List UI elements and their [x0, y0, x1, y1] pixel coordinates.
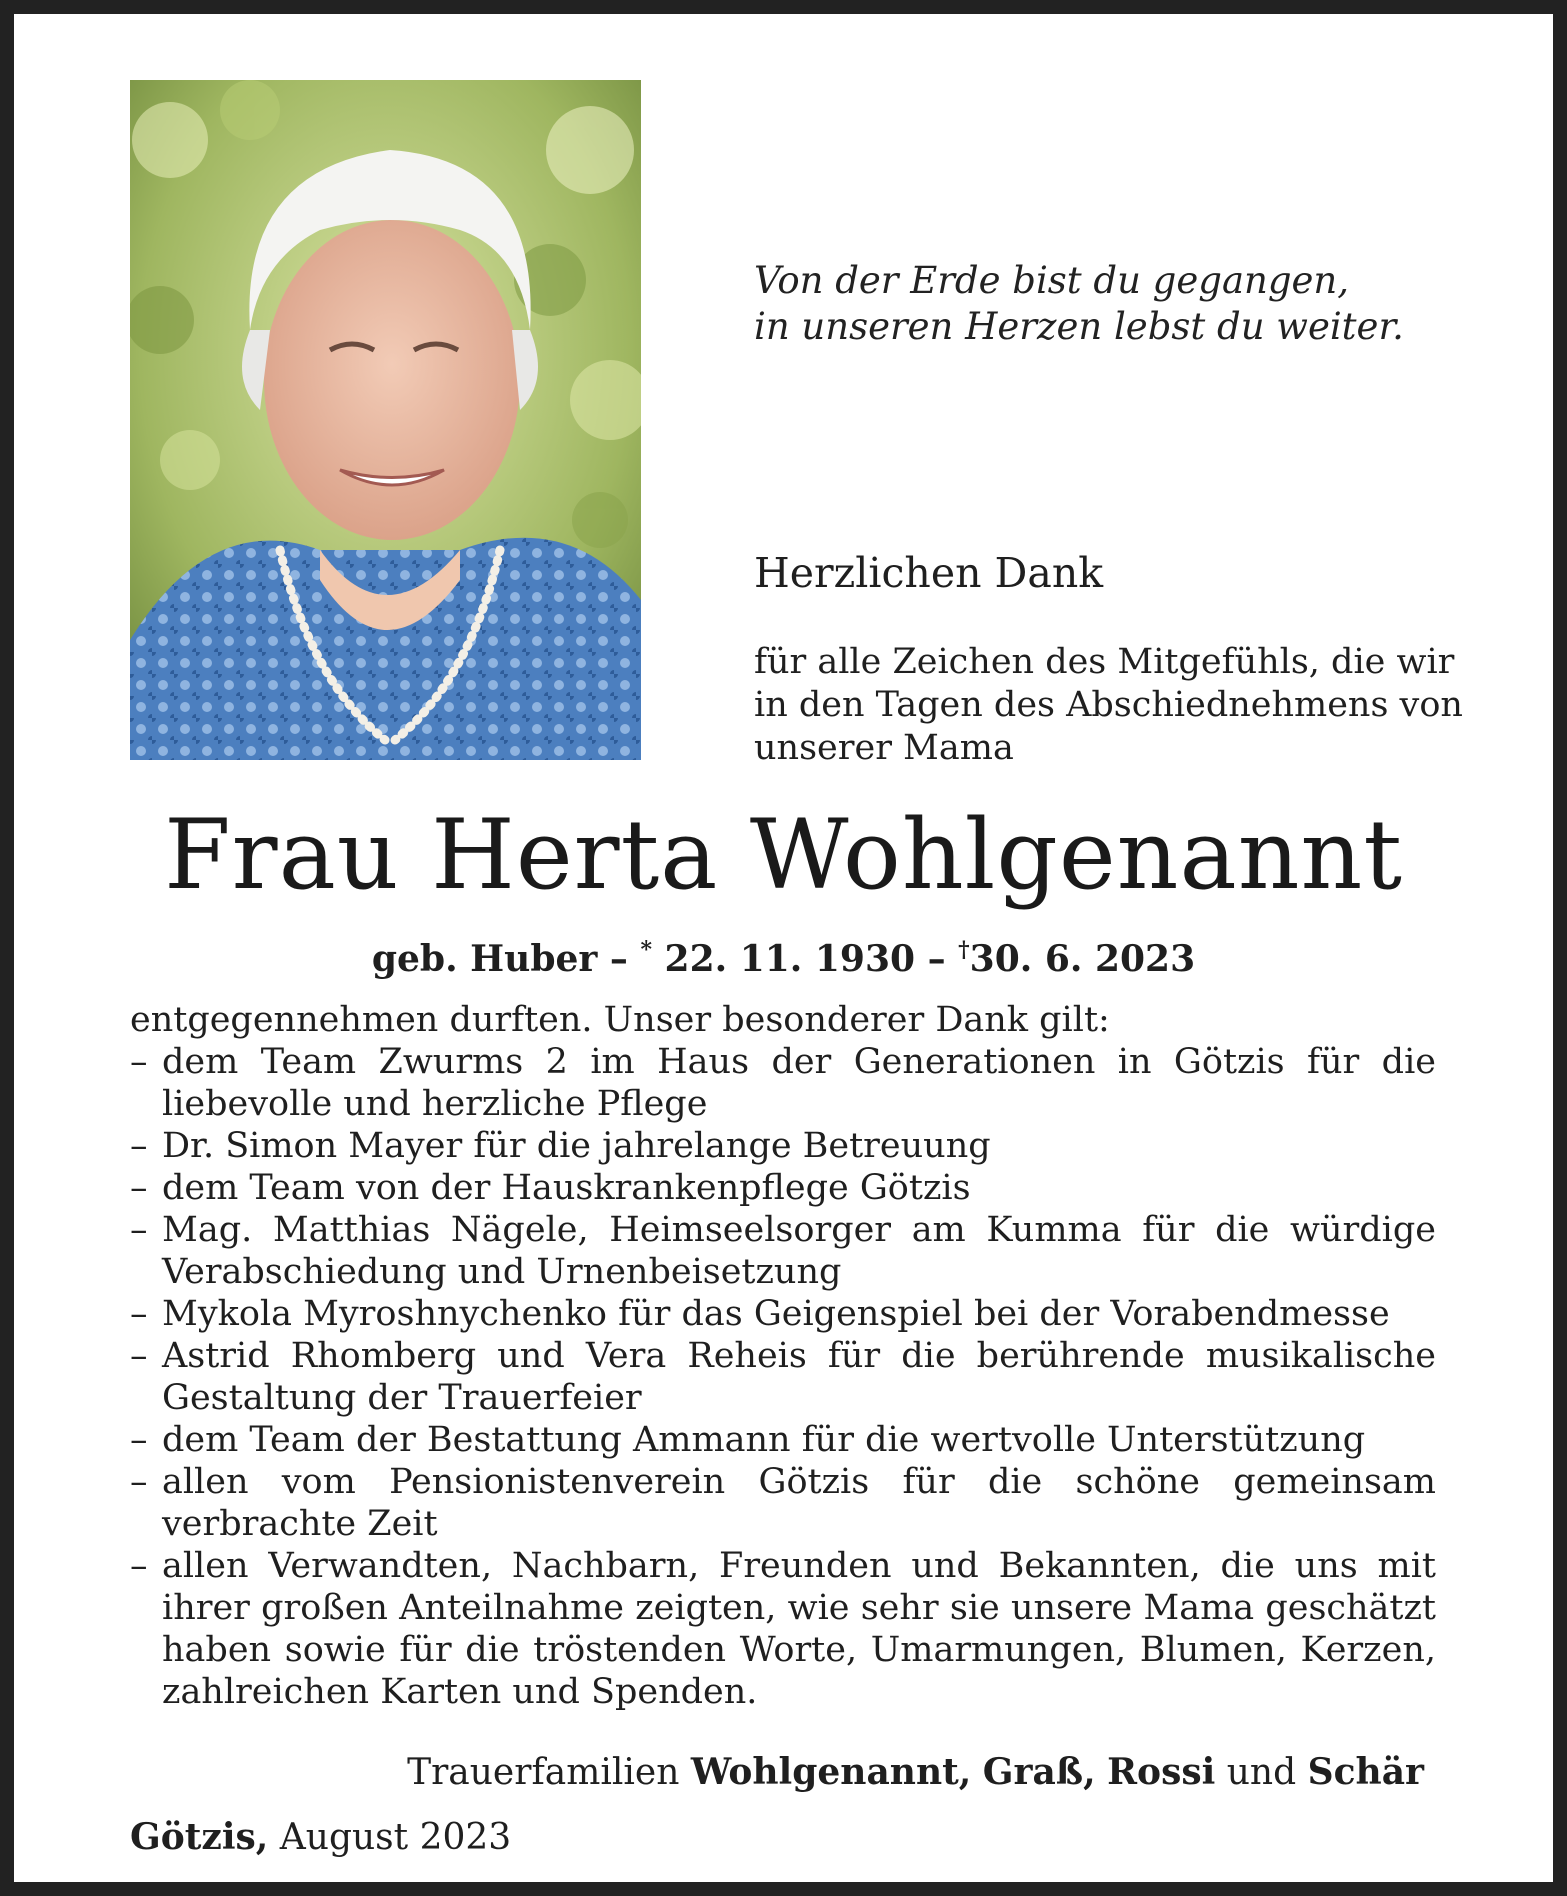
separator: – — [927, 938, 946, 980]
dash: – — [130, 1336, 148, 1376]
list-item — [130, 1041, 1436, 1125]
list-item — [130, 1545, 1436, 1713]
maiden-name: geb. Huber — [371, 938, 598, 980]
thanks-line: in den Tagen des Abschiednehmens von — [754, 685, 1463, 725]
body-lead: entgegennehmen durften. Unser besonderer Dank gilt: — [130, 1000, 1110, 1040]
dash: – — [130, 1168, 148, 1208]
list-item — [130, 1293, 1436, 1335]
dash: – — [130, 1126, 148, 1166]
list-item — [130, 1125, 1436, 1167]
dash: – — [130, 1210, 148, 1250]
life-dates — [0, 928, 1567, 981]
list-item-text: dem Team der Bestattung Ammann für die wertvolle Unterstützung — [162, 1420, 1366, 1460]
dash: – — [130, 1294, 148, 1334]
deceased-name: Frau Herta Wohlgenannt — [164, 799, 1403, 911]
list-item-text: dem Team von der Hauskrankenpflege Götzis — [162, 1168, 971, 1208]
place-city: Götzis, — [130, 1816, 269, 1858]
dash: – — [130, 1420, 148, 1460]
thanks-list — [130, 1041, 1436, 1713]
notice-date: August 2023 — [279, 1817, 512, 1858]
list-item-text: allen Verwandten, Nachbarn, Freunden und Bekannten, die uns mit ihrer großen Anteilnahme zeigten, wie sehr sie unsere Mama geschätzt haben sowie für die tröstenden Worte, Umarmungen, Blumen, Kerzen, zahlreichen Karten und Spenden. — [162, 1546, 1436, 1712]
list-item-text: Mag. Matthias Nägele, Heimseelsorger am Kumma für die würdige Verabschiedung und Urnenbeisetzung — [162, 1210, 1436, 1292]
memorial-quote — [754, 258, 1404, 350]
list-item — [130, 1461, 1436, 1545]
thanks-heading: Herzlichen Dank — [754, 549, 1104, 597]
death-symbol: † — [958, 937, 970, 963]
families-conjunction: und — [1226, 1752, 1297, 1793]
list-item — [130, 1335, 1436, 1419]
birth-date: 22. 11. 1930 — [664, 938, 916, 980]
dash: – — [130, 1042, 148, 1082]
list-item-text: allen vom Pensionistenverein Götzis für die schöne gemeinsam verbrachte Zeit — [162, 1462, 1436, 1544]
list-item — [130, 1209, 1436, 1293]
quote-line-1: Von der Erde bist du gegangen, — [754, 259, 1349, 302]
thanks-intro — [754, 641, 1463, 770]
list-item — [130, 1419, 1436, 1461]
list-item-text: Astrid Rhomberg und Vera Reheis für die berührende musikalische Gestaltung der Trauerfeier — [162, 1336, 1436, 1418]
thanks-line: für alle Zeichen des Mitgefühls, die wir — [754, 642, 1455, 682]
list-item-text: Mykola Myroshnychenko für das Geigenspiel bei der Vorabendmesse — [162, 1294, 1390, 1334]
list-item-text: dem Team Zwurms 2 im Haus der Generationen in Götzis für die liebevolle und herzliche Pflege — [162, 1042, 1436, 1124]
thanks-line: unserer Mama — [754, 728, 1014, 768]
list-item — [130, 1167, 1436, 1209]
family-name: Rossi — [1107, 1751, 1216, 1793]
families-prefix: Trauerfamilien — [407, 1752, 680, 1793]
list-item-text: Dr. Simon Mayer für die jahrelange Betreuung — [162, 1126, 991, 1166]
family-name: Wohlgenannt, — [690, 1751, 972, 1793]
thanks-body — [130, 999, 1436, 1713]
death-date: 30. 6. 2023 — [969, 938, 1196, 980]
family-name: Graß, — [982, 1751, 1096, 1793]
dash: – — [130, 1546, 148, 1586]
separator: – — [609, 938, 628, 980]
birth-symbol: * — [640, 937, 652, 963]
portrait-photo — [130, 80, 641, 760]
dash: – — [130, 1462, 148, 1502]
mourning-families — [407, 1750, 1424, 1795]
place-date — [130, 1815, 511, 1860]
family-name: Schär — [1307, 1751, 1424, 1793]
quote-line-2: in unseren Herzen lebst du weiter. — [754, 305, 1404, 348]
